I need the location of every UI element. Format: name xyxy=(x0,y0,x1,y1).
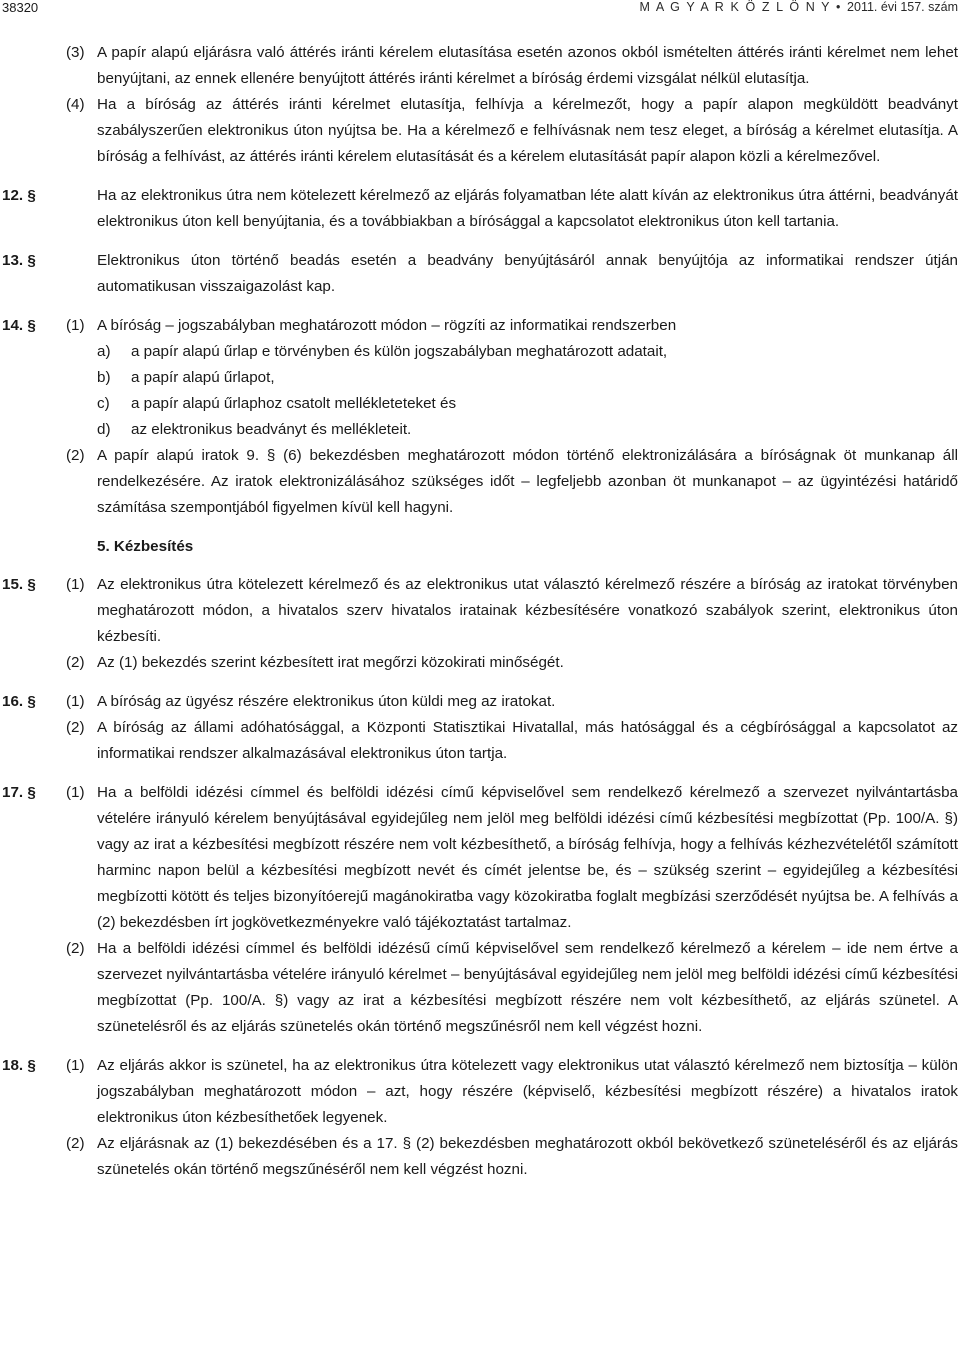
issue-number: 2011. évi 157. szám xyxy=(847,0,958,14)
paragraph-number: (1) xyxy=(66,1057,85,1074)
paragraph-text: Az eljárás akkor is szünetel, ha az elektronikus útra kötelezett vagy elektronikus utat választó kérelmező nem biztosítja – külön jogszabályban meghatározott módon – azt, hogy részére (képviselő, kézbesítési megbízott részére) a hivatalos iratok elektronikus úton kézbesíthetőek legyenek. xyxy=(97,1057,958,1126)
paragraph-number: (1) xyxy=(66,693,85,710)
paragraph-text: A papír alapú eljárásra való áttérés iránti kérelem elutasítása esetén azonos okból ismételten áttérés iránti kérelmet nem lehet benyújtani, az ennek ellenére benyújtott áttérés iránti kérelmet a bíróság érdemi vizsgálat nélkül elutasítja. xyxy=(97,44,958,87)
list-item xyxy=(97,391,960,417)
section-number: 16. § xyxy=(2,693,36,710)
chapter-heading: 5. Kézbesítés xyxy=(97,538,194,555)
list-item-text: a papír alapú űrlap e törvényben és külön jogszabályban meghatározott adatait, xyxy=(131,343,668,360)
paragraph xyxy=(0,780,960,936)
section xyxy=(0,40,960,170)
paragraph xyxy=(0,92,960,170)
paragraph xyxy=(0,248,960,300)
paragraph xyxy=(0,936,960,1040)
list-item-text: az elektronikus beadványt és mellékleteit. xyxy=(131,421,412,438)
document-body xyxy=(0,40,960,1196)
journal-name: M A G Y A R K Ö Z L Ö N Y xyxy=(639,0,831,14)
list-item-text: a papír alapú űrlapot, xyxy=(131,369,275,386)
paragraph-text: Ha a bíróság az áttérés iránti kérelmet elutasítja, felhívja a kérelmezőt, hogy a papír alapon megküldött beadványt szabályszerűen elektronikus úton nyújtsa be. Ha a kérelmező e felhívásnak nem tesz eleget, a bíróság a kérelmet elutasítja. A bíróság a felhívást, az áttérés iránti kérelem elutasítását és a kérelem elutasítását papír alapon közli a kérelmezővel. xyxy=(97,96,958,165)
paragraph xyxy=(0,313,960,339)
list-item-letter: c) xyxy=(97,395,110,412)
enumeration-list xyxy=(0,339,960,443)
section-number: 15. § xyxy=(2,576,36,593)
paragraph-number: (1) xyxy=(66,784,85,801)
paragraph xyxy=(0,40,960,92)
section-number: 13. § xyxy=(2,252,36,269)
section-number: 17. § xyxy=(2,784,36,801)
paragraph xyxy=(0,183,960,235)
paragraph-text: Ha az elektronikus útra nem kötelezett kérelmező az eljárás folyamatban léte alatt kíván az elektronikus útra áttérni, beadványát elektronikus úton kell benyújtania, és a továbbiakban a bírósággal a kapcsolatot elektronikus úton kell tartania. xyxy=(97,187,958,230)
paragraph xyxy=(0,650,960,676)
paragraph-number: (1) xyxy=(66,317,85,334)
section xyxy=(0,572,960,676)
paragraph-number: (2) xyxy=(66,940,85,957)
paragraph-text: Ha a belföldi idézési címmel és belföldi idézési című képviselővel sem rendelkező kérelmező a szervezet nyilvántartásba vételére irányuló kérelem benyújtásával egyidejűleg nem jelöl meg belföldi idézési című kézbesítési megbízottat (Pp. 100/A. §) vagy az irat a kézbesítési megbízott részére nem volt kézbesíthető, a bíróság felhívja, hogy a felhívás kézhezvételétől számított harminc napon belül a kézbesítési megbízott nevét és címét jelentse be, és – szükség szerint – egyidejűleg a kézbesítési megbízotti kötött és teljes bizonyítóerejű magánokiratba vagy közokiratba foglalt megbízási szerződését nyújtsa be. A felhívás a (2) bekezdésben írt jogkövetkezményekre való tájékoztatást tartalmaz. xyxy=(97,784,958,931)
paragraph xyxy=(0,715,960,767)
list-item-letter: b) xyxy=(97,369,111,386)
paragraph-text: A papír alapú iratok 9. § (6) bekezdésben meghatározott módon történő elektronizálására a bíróságnak öt munkanap áll rendelkezésére. Az iratok elektronizálásához szükséges időt – legfeljebb azonban öt munkanapot – az ügyintézési határidő számítása szempontjából figyelmen kívül kell hagyni. xyxy=(97,447,958,516)
page-header xyxy=(0,0,960,22)
section xyxy=(0,780,960,1040)
paragraph-text: Elektronikus úton történő beadás esetén a beadvány benyújtásáról annak benyújtója az informatikai rendszer útján automatikusan visszaigazolást kap. xyxy=(97,252,958,295)
page-number: 38320 xyxy=(2,0,39,15)
header-bullet: • xyxy=(835,0,842,14)
section-number: 12. § xyxy=(2,187,36,204)
list-item-letter: d) xyxy=(97,421,111,438)
list-item xyxy=(97,339,960,365)
paragraph-text: A bíróság az állami adóhatósággal, a Központi Statisztikai Hivatallal, más hatósággal és a cégbírósággal a kapcsolatot az informatikai rendszer alkalmazásával elektronikus úton tartja. xyxy=(97,719,958,762)
paragraph-text: A bíróság az ügyész részére elektronikus úton küldi meg az iratokat. xyxy=(97,693,556,710)
list-item xyxy=(97,417,960,443)
paragraph-text: Ha a belföldi idézési címmel és belföldi idézésű című képviselővel sem rendelkező kérelmező a kérelem – ide nem értve a szervezet nyilvántartásba vételére irányuló kérelmet – benyújtásával egyidejűleg nem jelöl meg belföldi idézési című kézbesítési megbízottat (Pp. 100/A. §) vagy az irat a kézbesítési megbízott részére nem volt kézbesíthető, az eljárás szünetel. A szünetelésről és az eljárás szünetelés okán történő megszűnésről nem kell végzést hozni. xyxy=(97,940,958,1035)
section-number: 14. § xyxy=(2,317,36,334)
list-item xyxy=(97,365,960,391)
paragraph-text: Az eljárásnak az (1) bekezdésében és a 17. § (2) bekezdésben meghatározott okból bekövetkező szüneteléséről és az eljárás szünetelés okán történő megszűnéséről nem kell végzést hozni. xyxy=(97,1135,958,1178)
paragraph-number: (1) xyxy=(66,576,85,593)
paragraph xyxy=(0,1131,960,1183)
section xyxy=(0,313,960,521)
list-item-text: a papír alapú űrlaphoz csatolt mellékleteteket és xyxy=(131,395,457,412)
section xyxy=(0,689,960,767)
paragraph-number: (4) xyxy=(66,96,85,113)
paragraph-text: A bíróság – jogszabályban meghatározott módon – rögzíti az informatikai rendszerben xyxy=(97,317,677,334)
paragraph xyxy=(0,572,960,650)
section xyxy=(0,248,960,300)
paragraph xyxy=(0,443,960,521)
running-title xyxy=(639,0,958,15)
paragraph-number: (3) xyxy=(66,44,85,61)
paragraph-number: (2) xyxy=(66,719,85,736)
paragraph-number: (2) xyxy=(66,1135,85,1152)
section-number: 18. § xyxy=(2,1057,36,1074)
section xyxy=(0,1053,960,1183)
list-item-letter: a) xyxy=(97,343,111,360)
section xyxy=(0,183,960,235)
paragraph xyxy=(0,1053,960,1131)
paragraph-number: (2) xyxy=(66,654,85,671)
paragraph-number: (2) xyxy=(66,447,85,464)
paragraph-text: Az elektronikus útra kötelezett kérelmező és az elektronikus utat választó kérelmező részére a bíróság az iratokat törvényben meghatározott módon, a hivatalos szerv hivatalos iratainak kézbesítésére vonatkozó szabályok szerint, elektronikus úton kézbesíti. xyxy=(97,576,958,645)
paragraph-text: Az (1) bekezdés szerint kézbesített irat megőrzi közokirati minőségét. xyxy=(97,654,564,671)
paragraph xyxy=(0,689,960,715)
